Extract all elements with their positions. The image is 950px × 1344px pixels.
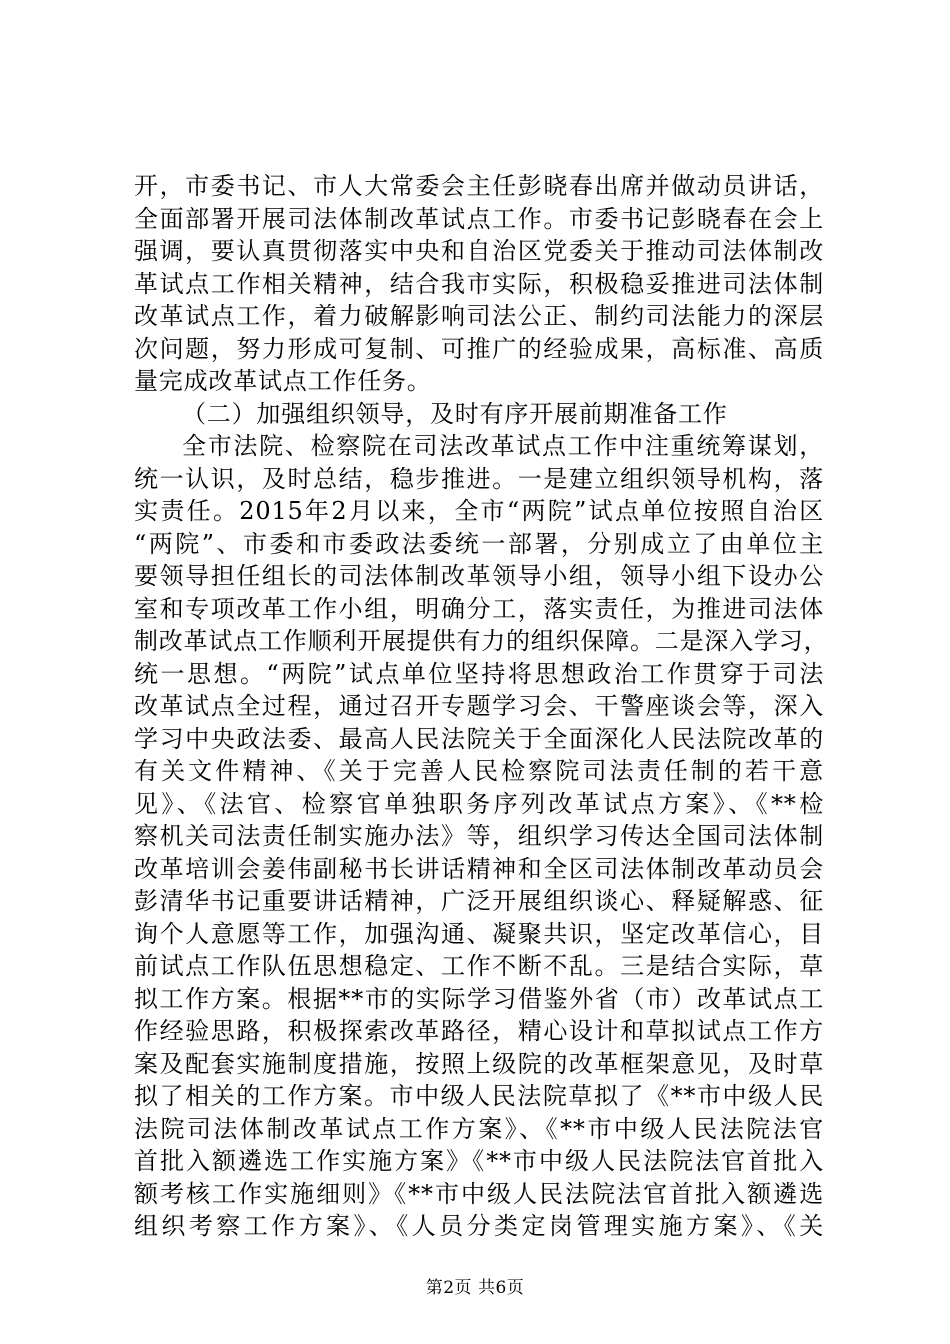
body-text-line: 全面部署开展司法体制改革试点工作。市委书记彭晓春在会上 <box>134 204 824 233</box>
body-text-line: 改革试点全过程，通过召开专题学习会、干警座谈会等，深入 <box>134 692 824 720</box>
body-text-line: 见》、《法官、检察官单独职务序列改革试点方案》、《**检 <box>134 789 824 818</box>
body-text-line: 改革培训会姜伟副秘书长讲话精神和全区司法体制改革动员会 <box>134 854 824 883</box>
body-text-line: 学习中央政法委、最高人民法院关于全面深化人民法院改革的 <box>134 724 824 753</box>
body-text-line: 察机关司法责任制实施办法》等，组织学习传达全国司法体制 <box>134 822 824 850</box>
body-text-line: 统一思想。“两院”试点单位坚持将思想政治工作贯穿于司法 <box>134 659 824 688</box>
body-text-line: 首批入额遴选工作实施方案》《**市中级人民法院法官首批入 <box>134 1147 824 1175</box>
body-text-line: 全市法院、检察院在司法改革试点工作中注重统筹谋划， <box>182 432 824 460</box>
body-text-line: 要领导担任组长的司法体制改革领导小组，领导小组下设办公 <box>134 562 824 590</box>
body-text-line: 强调，要认真贯彻落实中央和自治区党委关于推动司法体制改 <box>134 237 824 265</box>
body-text-line: 法院司法体制改革试点工作方案》、《**市中级人民法院法官 <box>134 1114 824 1143</box>
body-text-line: 开，市委书记、市人大常委会主任彭晓春出席并做动员讲话， <box>134 172 824 200</box>
body-text-line: 案及配套实施制度措施，按照上级院的改革框架意见，及时草 <box>134 1049 824 1078</box>
body-text-line: 统一认识，及时总结，稳步推进。一是建立组织领导机构，落 <box>134 464 824 493</box>
body-text-line: 改革试点工作，着力破解影响司法公正、制约司法能力的深层 <box>134 302 824 330</box>
body-text-line: 次问题，努力形成可复制、可推广的经验成果，高标准、高质 <box>134 334 824 363</box>
page-footer: 第2页 共6页 <box>425 1278 525 1298</box>
body-text-line: 室和专项改革工作小组，明确分工，落实责任，为推进司法体 <box>134 594 824 623</box>
body-text-line: 彭清华书记重要讲话精神，广泛开展组织谈心、释疑解惑、征 <box>134 887 824 915</box>
body-text-line: 拟了相关的工作方案。市中级人民法院草拟了《**市中级人民 <box>134 1082 824 1110</box>
body-text-line: 作经验思路，积极探索改革路径，精心设计和草拟试点工作方 <box>134 1017 824 1045</box>
section-heading: （二）加强组织领导，及时有序开展前期准备工作 <box>182 399 728 428</box>
body-text-line: 询个人意愿等工作，加强沟通、凝聚共识，坚定改革信心，目 <box>134 919 824 948</box>
body-text-line: 前试点工作队伍思想稳定、工作不断不乱。三是结合实际，草 <box>134 952 824 980</box>
body-text-line: 组织考察工作方案》、《人员分类定岗管理实施方案》、《关 <box>134 1212 824 1240</box>
body-text-line: 额考核工作实施细则》《**市中级人民法院法官首批入额遴选 <box>134 1179 824 1208</box>
body-text-line: 革试点工作相关精神，结合我市实际，积极稳妥推进司法体制 <box>134 269 824 298</box>
body-text-line: 实责任。2015年2月以来，全市“两院”试点单位按照自治区 <box>134 497 824 525</box>
body-text-line: 拟工作方案。根据**市的实际学习借鉴外省（市）改革试点工 <box>134 984 824 1013</box>
body-text-line: 有关文件精神、《关于完善人民检察院司法责任制的若干意 <box>134 757 824 785</box>
body-text-line: 制改革试点工作顺利开展提供有力的组织保障。二是深入学习， <box>134 627 829 655</box>
body-text-line: “两院”、市委和市委政法委统一部署，分别成立了由单位主 <box>134 529 824 558</box>
body-text-line: 量完成改革试点工作任务。 <box>134 367 432 395</box>
